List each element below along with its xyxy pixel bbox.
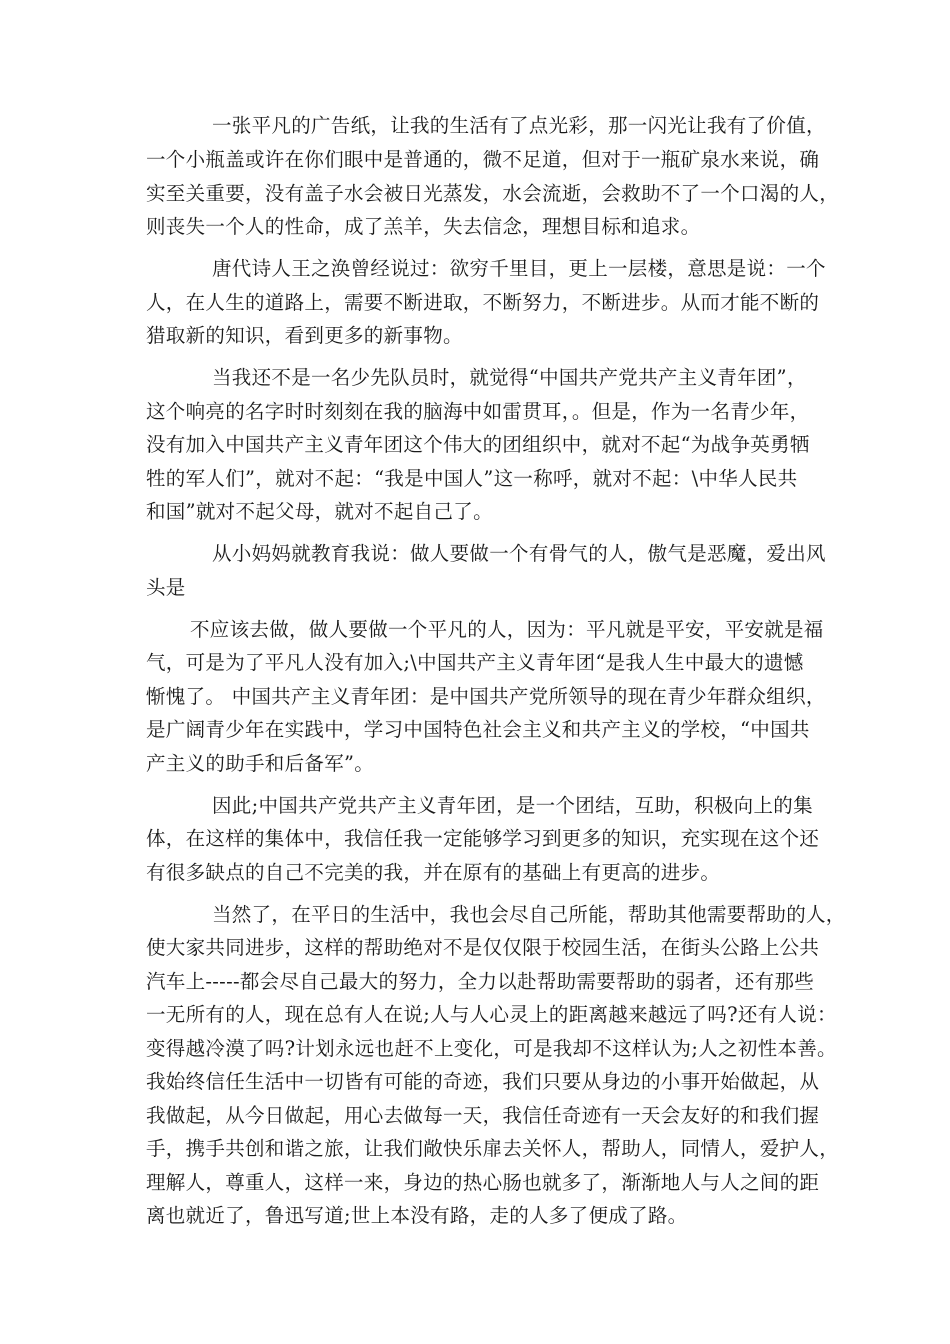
text-line: 一无所有的人，现在总有人在说;人与人心灵上的距离越来越远了吗?还有人说： [146, 1003, 837, 1026]
text-line: 人，在人生的道路上，需要不断进取，不断努力，不断进步。从而才能不断的 [146, 291, 820, 314]
text-line: 和国”就对不起父母，就对不起自己了。 [146, 500, 493, 523]
text-line: 使大家共同进步，这样的帮助绝对不是仅仅限于校园生活，在街头公路上公共 [146, 936, 820, 959]
text-line: 当然了，在平日的生活中，我也会尽自己所能，帮助其他需要帮助的人， [212, 903, 846, 926]
text-line: 猎取新的知识，看到更多的新事物。 [146, 324, 463, 347]
text-line: 产主义的助手和后备军”。 [146, 752, 375, 775]
text-line: 理解人，尊重人，这样一来，身边的热心肠也就多了，渐渐地人与人之间的距 [146, 1171, 820, 1194]
text-line: 是广阔青少年在实践中，学习中国特色社会主义和共产主义的学校，“中国共 [146, 718, 810, 741]
text-line: 一张平凡的广告纸，让我的生活有了点光彩，那一闪光让我有了价值， [212, 114, 826, 137]
text-line: 当我还不是一名少先队员时，就觉得“中国共产党共产主义青年团”， [212, 366, 807, 389]
text-line: 唐代诗人王之涣曾经说过：欲穷千里目，更上一层楼，意思是说：一个 [212, 257, 826, 280]
text-line: 牲的军人们”，就对不起：“我是中国人”这一称呼，就对不起：\中华人民共 [146, 467, 798, 490]
text-line: 我做起，从今日做起，用心去做每一天，我信任奇迹有一天会友好的和我们握 [146, 1104, 820, 1127]
text-line: 离也就近了，鲁迅写道;世上本没有路，走的人多了便成了路。 [146, 1204, 688, 1227]
text-line: 从小妈妈就教育我说：做人要做一个有骨气的人，傲气是恶魔，爱出风 [212, 542, 826, 565]
text-line: 因此;中国共产党共产主义青年团，是一个团结，互助，积极向上的集 [212, 794, 813, 817]
text-line: 汽车上-----都会尽自己最大的努力，全力以赴帮助需要帮助的弱者，还有那些 [146, 970, 815, 993]
text-line: 没有加入中国共产主义青年团这个伟大的团组织中，就对不起“为战争英勇牺 [146, 433, 810, 456]
text-line: 头是 [146, 576, 186, 599]
text-line: 我始终信任生活中一切皆有可能的奇迹，我们只要从身边的小事开始做起，从 [146, 1070, 820, 1093]
text-line: 变得越冷漠了吗?计划永远也赶不上变化，可是我却不这样认为;人之初性本善。 [146, 1037, 837, 1060]
text-line: 实至关重要，没有盖子水会被日光蒸发，水会流逝，会救助不了一个口渴的人， [146, 182, 840, 205]
text-line: 手，携手共创和谐之旅，让我们敞快乐扉去关怀人，帮助人，同情人，爱护人， [146, 1137, 840, 1160]
text-line: 则丧失一个人的性命，成了羔羊，失去信念，理想目标和追求。 [146, 215, 701, 238]
text-line: 惭愧了。 中国共产主义青年团：是中国共产党所领导的现在青少年群众组织， [146, 685, 826, 708]
text-line: 气，可是为了平凡人没有加入;\中国共产主义青年团“是我人生中最大的遗憾 [146, 651, 804, 674]
text-line: 有很多缺点的自己不完美的我，并在原有的基础上有更高的进步。 [146, 861, 721, 884]
text-line: 体，在这样的集体中，我信任我一定能够学习到更多的知识，充实现在这个还 [146, 827, 820, 850]
text-line: 不应该去做，做人要做一个平凡的人，因为：平凡就是平安，平安就是福 [190, 618, 824, 641]
text-line: 一个小瓶盖或许在你们眼中是普通的，微不足道，但对于一瓶矿泉水来说，确 [146, 148, 820, 171]
text-line: 这个响亮的名字时时刻刻在我的脑海中如雷贯耳，。但是，作为一名青少年， [146, 400, 810, 423]
